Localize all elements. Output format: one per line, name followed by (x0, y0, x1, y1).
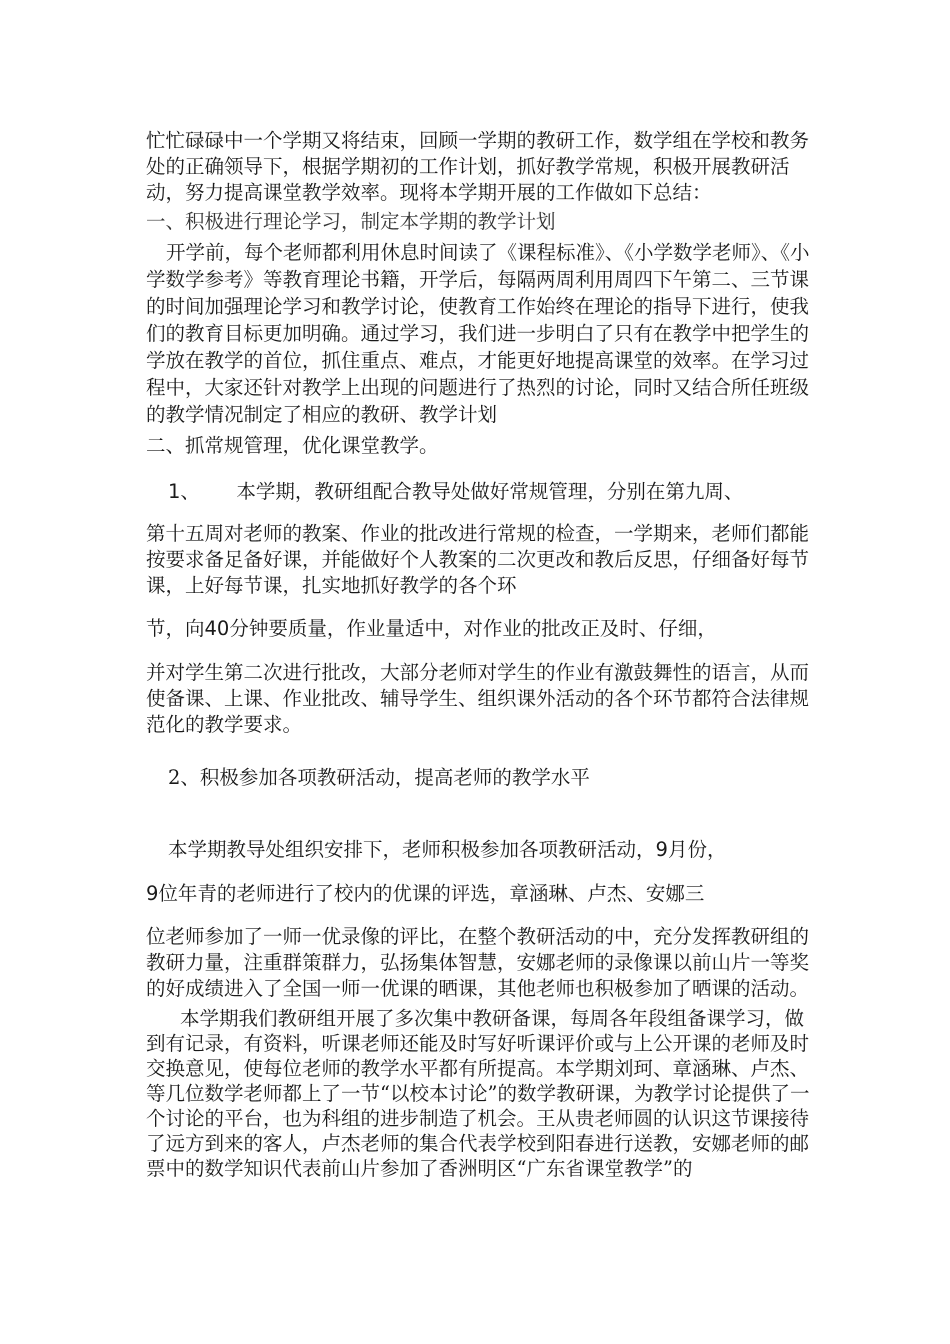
section-heading-2: 二、抓常规管理，优化课堂教学。 (146, 434, 439, 457)
activities-second-line-text: 位年青的老师进行了校内的优课的评选，章涵琳、卢杰、安娜三 (158, 882, 705, 905)
activities-paragraph-second-line (146, 881, 810, 907)
list-item-1-line-pre: 节，向 (146, 617, 205, 640)
list-item-1-number: 1、 (168, 480, 200, 503)
list-item-1-line-post: 分钟要质量，作业量适中，对作业的批改正及时、仔细， (229, 617, 717, 640)
list-item-2-heading: 2、积极参加各项教研活动，提高老师的教学水平 (168, 766, 590, 789)
teacher-count-number: 9 (146, 882, 159, 905)
list-item-1-lines: 第十五周对老师的教案、作业的批改进行常规的检查，一学期来，老师们都能按要求备足备好课，并能做好个人教案的二次更改和教后反思，仔细备好每节课，上好每节课，扎实地抓好教学的各个环 (146, 522, 810, 597)
activities-paragraph-remainder: 位老师参加了一师一优录像的评比，在整个教研活动的中，充分发挥教研组的教研力量，注重群策群力，弘扬集体智慧，安娜老师的录像课以前山片一等奖的好成绩进入了全国一师一优课的晒课，其他老师也积极参加了晒课的活动。 (146, 925, 810, 1000)
section-heading-1: 一、积极进行理论学习，制定本学期的教学计划 (146, 210, 556, 233)
activities-paragraph-first-line (146, 837, 810, 863)
list-item-1-minutes-number: 40 (204, 617, 230, 640)
list-item-1-first-text: 本学期，教研组配合教导处做好常规管理，分别在第九周、 (236, 480, 744, 503)
list-item-1-remainder: 并对学生第二次进行批改，大部分老师对学生的作业有激鼓舞性的语言，从而使备课、上课、作业批改、辅导学生、组织课外活动的各个环节都符合法律规范化的教学要求。 (146, 661, 810, 736)
activities-line-post: 月份， (667, 838, 727, 861)
collective-prep-paragraph: 本学期我们教研组开展了多次集中教研备课，每周各年段组备课学习，做到有记录，有资料，听课老师还能及时写好听课评价或与上公开课的老师及时交换意见，使每位老师的教学水平都有所提高。本学期刘珂、章涵琳、卢杰、等几位数学老师都上了一节“以校本讨论”的数学教研课，为教学讨论提供了一个讨论的平台，也为科组的进步制造了机会。王从贵老师圆的认识这节课接待了远方到来的客人，卢杰老师的集合代表学校到阳春进行送教，安娜老师的邮票中的数学知识代表前山片参加了香洲明区“广东省课堂教学”的 (146, 1007, 810, 1180)
activities-line-pre: 本学期教导处组织安排下，老师积极参加各项教研活动， (168, 838, 656, 861)
document-body (146, 128, 810, 1181)
list-item-1-line-with-number (146, 616, 810, 642)
month-number: 9 (655, 838, 668, 861)
list-item-1-first-line (146, 479, 810, 505)
intro-paragraph: 忙忙碌碌中一个学期又将结束，回顾一学期的教研工作，数学组在学校和教务处的正确领导下，根据学期初的工作计划，抓好教学常规，积极开展教研活动，努力提高课堂教学效率。现将本学期开展的工作做如下总结： (146, 129, 810, 204)
theory-study-paragraph: 开学前，每个老师都利用休息时间读了《课程标准》、《小学数学老师》、《小学数学参考》等教育理论书籍，开学后，每隔两周利用周四下午第二、三节课的时间加强理论学习和教学讨论，使教育工作始终在理论的指导下进行，使我们的教育目标更加明确。通过学习，我们进一步明白了只有在教学中把学生的学放在教学的首位，抓住重点、难点，才能更好地提高课堂的效率。在学习过程中，大家还针对教学上出现的问题进行了热烈的讨论，同时又结合所任班级的教学情况制定了相应的教研、教学计划 (146, 241, 810, 426)
